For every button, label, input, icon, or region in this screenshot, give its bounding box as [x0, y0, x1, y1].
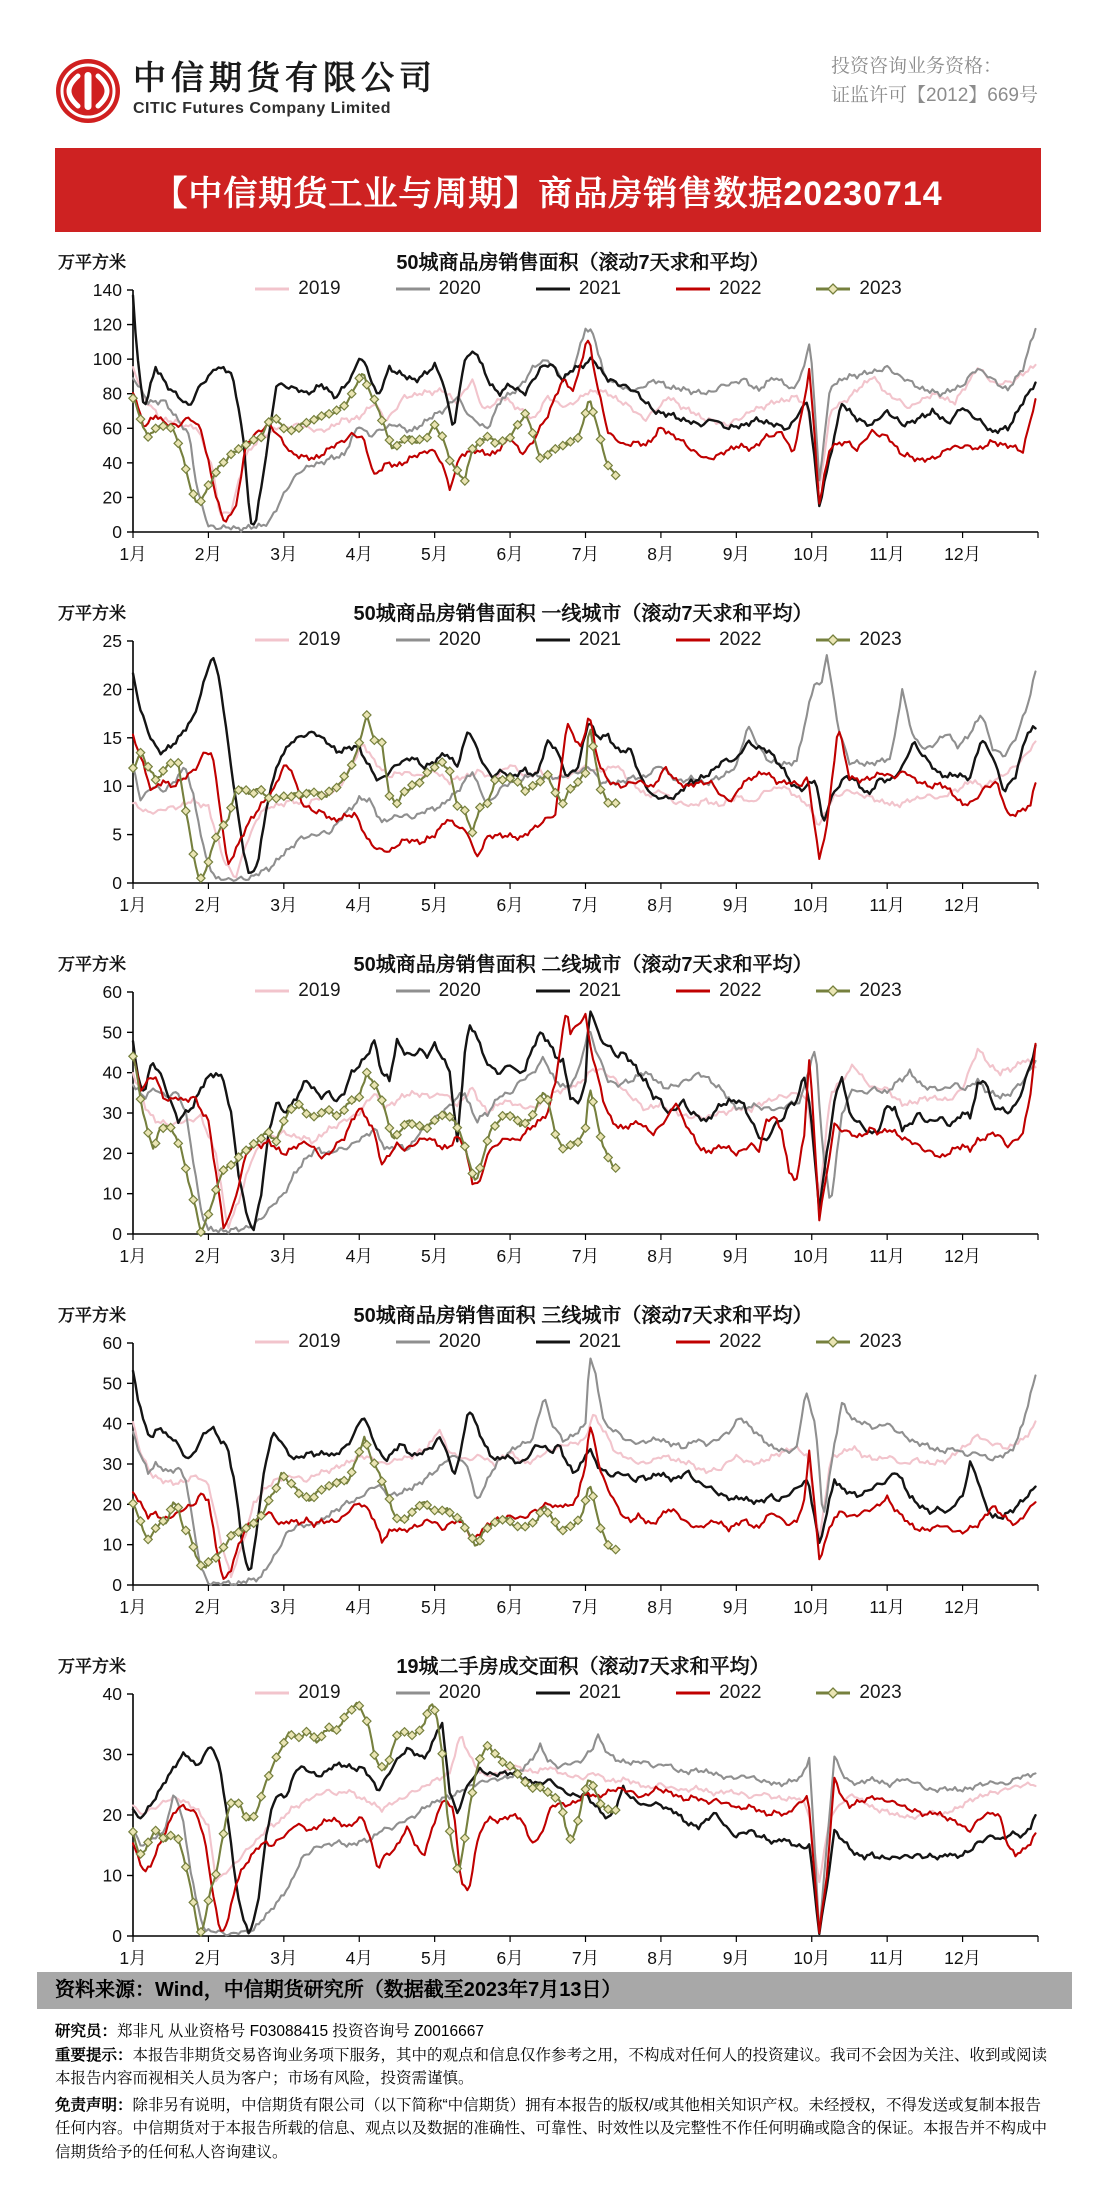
- x-tick-label: 2月: [194, 544, 223, 564]
- series-marker-2023: [265, 1772, 273, 1780]
- series-marker-2023: [611, 1545, 619, 1553]
- series-marker-2023: [385, 1124, 393, 1132]
- x-tick-label: 9月: [722, 544, 750, 564]
- series-marker-2023: [408, 781, 416, 789]
- x-tick-label: 3月: [270, 895, 298, 915]
- series-line-2022: [133, 1778, 1036, 1933]
- y-tick-label: 10: [102, 1865, 122, 1886]
- legend-label: 2020: [438, 980, 481, 1001]
- x-tick-label: 8月: [647, 1246, 675, 1266]
- y-tick-label: 30: [102, 1454, 122, 1474]
- chart-title: 50城商品房销售面积（滚动7天求和平均）: [396, 252, 770, 274]
- y-tick-label: 20: [102, 679, 122, 700]
- x-tick-label: 7月: [571, 1948, 600, 1968]
- x-tick-label: 3月: [270, 1597, 298, 1617]
- x-tick-label: 6月: [496, 1948, 524, 1968]
- x-tick-label: 2月: [194, 1597, 223, 1617]
- x-tick-label: 9月: [722, 1597, 750, 1617]
- y-axis-unit-label: 万平方米: [58, 955, 126, 974]
- legend-label: 2019: [298, 278, 341, 299]
- chart-title: 50城商品房销售面积 二线城市（滚动7天求和平均）: [353, 954, 813, 976]
- x-tick-label: 12月: [944, 1597, 982, 1617]
- y-tick-label: 60: [102, 982, 122, 1002]
- series-marker-2023: [182, 807, 190, 815]
- legend-label: 2023: [859, 1331, 902, 1352]
- series-marker-2023: [204, 858, 212, 866]
- y-tick-label: 80: [102, 383, 122, 404]
- series-marker-2023: [581, 1496, 589, 1504]
- y-tick-label: 120: [92, 314, 122, 335]
- series-marker-2023: [355, 1448, 363, 1456]
- y-tick-label: 20: [102, 1494, 122, 1515]
- series-marker-2023: [566, 1522, 574, 1530]
- legend-label: 2019: [298, 1682, 341, 1703]
- x-tick-label: 5月: [421, 544, 449, 564]
- x-tick-label: 10月: [793, 1597, 831, 1617]
- series-marker-2023: [295, 424, 303, 432]
- legend-label: 2022: [719, 278, 762, 299]
- legend-label: 2020: [438, 1331, 481, 1352]
- series-marker-2023: [385, 1756, 393, 1764]
- chart-plot: [40, 270, 1050, 575]
- series-marker-2023: [332, 1111, 340, 1119]
- legend-label: 2021: [578, 1331, 622, 1352]
- series-marker-2023: [559, 1808, 567, 1816]
- series-marker-2023: [272, 794, 280, 802]
- chart-block: [0, 1644, 1096, 1995]
- y-tick-label: 10: [102, 1534, 122, 1555]
- y-tick-label: 0: [112, 873, 122, 893]
- x-tick-label: 4月: [345, 895, 373, 915]
- chart-title: 19城二手房成交面积（滚动7天求和平均）: [396, 1656, 770, 1678]
- series-marker-2023: [596, 1524, 604, 1532]
- y-axis-unit-label: 万平方米: [58, 1657, 126, 1676]
- series-line-2019: [133, 742, 1036, 878]
- x-tick-label: 2月: [194, 1246, 223, 1266]
- chart-plot: [40, 1674, 1050, 1979]
- series-line-2020: [133, 1734, 1036, 1935]
- series-marker-2023: [400, 1515, 408, 1523]
- qualification-line1: 投资咨询业务资格：: [831, 56, 1003, 77]
- legend-label: 2019: [298, 980, 341, 1001]
- company-name-cn: 中信期货有限公司: [133, 59, 437, 96]
- series-marker-2023: [348, 1468, 356, 1476]
- series-marker-2023: [604, 1541, 612, 1549]
- x-tick-label: 6月: [496, 1597, 524, 1617]
- series-marker-2023: [370, 1751, 378, 1759]
- x-tick-label: 1月: [119, 1246, 147, 1266]
- series-marker-2023: [589, 1782, 597, 1790]
- series-marker-2023: [189, 1196, 197, 1204]
- disclaimer-label: 免责声明：: [55, 2097, 133, 2114]
- series-marker-2023: [596, 435, 604, 443]
- x-tick-label: 12月: [944, 1246, 982, 1266]
- x-tick-label: 1月: [119, 895, 147, 915]
- legend-label: 2023: [859, 278, 902, 299]
- legend-label: 2021: [578, 629, 622, 650]
- series-marker-2023: [438, 758, 446, 766]
- legend-label: 2020: [438, 629, 481, 650]
- series-marker-2023: [596, 1133, 604, 1141]
- y-tick-label: 0: [112, 1575, 122, 1595]
- x-tick-label: 7月: [571, 895, 600, 915]
- series-marker-2023: [204, 1896, 212, 1904]
- y-tick-label: 5: [112, 824, 122, 845]
- disclaimer: [55, 2094, 1055, 2164]
- researcher-line: [55, 2020, 1055, 2043]
- y-tick-label: 30: [102, 1103, 122, 1123]
- series-marker-2023: [529, 1519, 537, 1527]
- series-marker-2023: [363, 380, 371, 388]
- important-notice-label: 重要提示：: [55, 2047, 133, 2064]
- series-marker-2023: [182, 465, 190, 473]
- x-tick-label: 11月: [869, 1597, 906, 1617]
- series-marker-2023: [461, 1834, 469, 1842]
- x-tick-label: 10月: [793, 1246, 831, 1266]
- series-marker-2023: [400, 1728, 408, 1736]
- researcher-label: 研究员：: [55, 2023, 118, 2040]
- x-tick-label: 5月: [421, 1597, 449, 1617]
- chart-title: 50城商品房销售面积 三线城市（滚动7天求和平均）: [353, 1305, 813, 1327]
- legend-label: 2020: [438, 278, 481, 299]
- y-tick-label: 40: [102, 1684, 122, 1704]
- series-marker-2023: [363, 1717, 371, 1725]
- series-marker-2023: [483, 1137, 491, 1145]
- x-tick-label: 1月: [119, 1948, 147, 1968]
- chart-plot: [40, 972, 1050, 1277]
- legend-label: 2019: [298, 629, 341, 650]
- data-source-bar: [37, 1972, 1072, 2009]
- y-axis-unit-label: 万平方米: [58, 1306, 126, 1325]
- legend-label: 2023: [859, 1682, 902, 1703]
- x-tick-label: 10月: [793, 1948, 831, 1968]
- x-tick-label: 1月: [119, 544, 147, 564]
- series-marker-2023: [182, 1164, 190, 1172]
- series-marker-2023: [219, 1830, 227, 1838]
- x-tick-label: 12月: [944, 1948, 982, 1968]
- series-marker-2023: [227, 804, 235, 812]
- chart-plot: [40, 1323, 1050, 1628]
- series-marker-2023: [197, 497, 205, 505]
- x-tick-label: 4月: [345, 1597, 373, 1617]
- legend-label: 2021: [578, 980, 622, 1001]
- chart-block: [0, 942, 1096, 1293]
- y-tick-label: 40: [102, 1413, 122, 1434]
- series-line-2023: [133, 1437, 616, 1568]
- y-tick-label: 0: [112, 1224, 122, 1244]
- y-tick-label: 10: [102, 776, 122, 797]
- x-tick-label: 5月: [421, 1246, 449, 1266]
- x-tick-label: 4月: [345, 1246, 373, 1266]
- legend-label: 2021: [578, 278, 622, 299]
- qualification-line2: 证监许可【2012】669号: [831, 85, 1038, 107]
- y-tick-label: 50: [102, 1022, 122, 1043]
- y-tick-label: 0: [112, 522, 122, 542]
- x-tick-label: 4月: [345, 1948, 373, 1968]
- x-tick-label: 8月: [647, 895, 675, 915]
- y-tick-label: 40: [102, 1062, 122, 1083]
- x-tick-label: 4月: [345, 544, 373, 564]
- qualification-info: [831, 52, 1038, 111]
- x-tick-label: 2月: [194, 1948, 223, 1968]
- y-tick-label: 20: [102, 487, 122, 508]
- series-line-2023: [133, 1703, 616, 1932]
- x-tick-label: 12月: [944, 895, 982, 915]
- series-marker-2023: [174, 439, 182, 447]
- series-marker-2023: [423, 433, 431, 441]
- legend-label: 2023: [859, 980, 902, 1001]
- report-title: 【中信期货工业与周期】商品房销售数据20230714: [153, 174, 943, 213]
- x-tick-label: 11月: [869, 544, 906, 564]
- data-source-text: 资料来源：Wind，中信期货研究所（数据截至2023年7月13日）: [55, 1979, 622, 2001]
- researcher-body: 郑非凡 从业资格号 F03088415 投资咨询号 Z0016667: [117, 2023, 484, 2040]
- series-marker-2023: [189, 850, 197, 858]
- series-marker-2023: [589, 1492, 597, 1500]
- x-tick-label: 8月: [647, 1948, 675, 1968]
- x-tick-label: 10月: [793, 895, 831, 915]
- series-marker-2023: [559, 1145, 567, 1153]
- x-tick-label: 9月: [722, 895, 750, 915]
- legend-label: 2022: [719, 980, 762, 1001]
- y-tick-label: 0: [112, 1926, 122, 1946]
- y-tick-label: 40: [102, 452, 122, 473]
- x-tick-label: 2月: [194, 895, 223, 915]
- y-tick-label: 50: [102, 1373, 122, 1394]
- series-marker-2023: [430, 1706, 438, 1714]
- x-tick-label: 3月: [270, 1948, 298, 1968]
- y-tick-label: 20: [102, 1143, 122, 1164]
- y-tick-label: 15: [102, 727, 122, 748]
- legend-label: 2022: [719, 1331, 762, 1352]
- series-marker-2023: [438, 1506, 446, 1514]
- y-tick-label: 25: [102, 631, 122, 651]
- series-line-2021: [133, 1012, 1036, 1230]
- x-tick-label: 12月: [944, 544, 982, 564]
- series-marker-2023: [197, 1228, 205, 1236]
- series-marker-2023: [453, 1123, 461, 1131]
- x-tick-label: 6月: [496, 544, 524, 564]
- y-axis-unit-label: 万平方米: [58, 253, 126, 272]
- series-marker-2023: [265, 1496, 273, 1504]
- series-marker-2023: [197, 1561, 205, 1569]
- x-tick-label: 3月: [270, 544, 298, 564]
- chart-block: [0, 1293, 1096, 1644]
- y-tick-label: 10: [102, 1183, 122, 1204]
- x-tick-label: 9月: [722, 1246, 750, 1266]
- series-marker-2023: [551, 1130, 559, 1138]
- report-title-banner: [55, 148, 1041, 232]
- x-tick-label: 11月: [869, 895, 906, 915]
- chart-title: 50城商品房销售面积 一线城市（滚动7天求和平均）: [353, 603, 813, 625]
- chart-plot: [40, 621, 1050, 926]
- series-marker-2023: [498, 776, 506, 784]
- series-marker-2023: [189, 490, 197, 498]
- series-marker-2023: [446, 1827, 454, 1835]
- y-tick-label: 20: [102, 1805, 122, 1825]
- important-notice: [55, 2044, 1055, 2091]
- series-marker-2023: [363, 711, 371, 719]
- series-marker-2023: [363, 1068, 371, 1076]
- series-marker-2023: [581, 409, 589, 417]
- x-tick-label: 9月: [722, 1948, 750, 1968]
- legend-label: 2022: [719, 1682, 762, 1703]
- y-tick-label: 140: [92, 280, 122, 300]
- x-tick-label: 11月: [869, 1246, 906, 1266]
- x-tick-label: 6月: [496, 895, 524, 915]
- series-marker-2023: [589, 1098, 597, 1106]
- series-marker-2023: [348, 390, 356, 398]
- legend-label: 2023: [859, 629, 902, 650]
- series-marker-2023: [136, 1517, 144, 1525]
- important-notice-body: 本报告非期货交易咨询业务项下服务，其中的观点和信息仅作参考之用，不构成对任何人的投资建议。我司不会因为关注、收到或阅读本报告内容而视相关人员为客户；市场有风险，投资需谨慎。: [55, 2047, 1048, 2088]
- series-marker-2023: [385, 436, 393, 444]
- series-marker-2023: [423, 1710, 431, 1718]
- x-tick-label: 10月: [793, 544, 831, 564]
- x-tick-label: 11月: [869, 1948, 906, 1968]
- legend-label: 2020: [438, 1682, 481, 1703]
- company-name-en: CITIC Futures Company Limited: [133, 100, 392, 118]
- x-tick-label: 6月: [496, 1246, 524, 1266]
- x-tick-label: 5月: [421, 1948, 449, 1968]
- legend-label: 2019: [298, 1331, 341, 1352]
- chart-block: [0, 240, 1096, 591]
- series-marker-2023: [280, 1739, 288, 1747]
- report-header: [55, 58, 437, 124]
- series-marker-2023: [611, 799, 619, 807]
- y-axis-unit-label: 万平方米: [58, 604, 126, 623]
- series-marker-2023: [581, 1124, 589, 1132]
- disclaimer-body: 除非另有说明，中信期货有限公司（以下简称“中信期货）拥有本报告的版权/或其他相关知识产权。未经授权，不得发送或复制本报告任何内容。中信期货对于本报告所载的信息、观点以及数据的准确性、可靠性、时效性以及完整性不作任何明确或隐含的保证。本报告并不构成中信期货给予的任何私人咨询建议。: [55, 2097, 1048, 2161]
- series-marker-2023: [317, 1486, 325, 1494]
- chart-block: [0, 591, 1096, 942]
- series-marker-2023: [174, 759, 182, 767]
- series-marker-2023: [295, 1733, 303, 1741]
- x-tick-label: 7月: [571, 1597, 600, 1617]
- y-tick-label: 60: [102, 418, 122, 439]
- y-tick-label: 100: [92, 349, 122, 370]
- series-marker-2023: [468, 1788, 476, 1796]
- series-marker-2023: [408, 1731, 416, 1739]
- x-tick-label: 1月: [119, 1597, 147, 1617]
- series-marker-2023: [453, 802, 461, 810]
- series-marker-2023: [378, 416, 386, 424]
- series-marker-2023: [204, 1210, 212, 1218]
- series-marker-2023: [325, 410, 333, 418]
- series-marker-2023: [370, 736, 378, 744]
- citic-logo-icon: [55, 58, 121, 124]
- legend-label: 2021: [578, 1682, 622, 1703]
- series-line-2021: [133, 1723, 1036, 1934]
- x-tick-label: 7月: [571, 544, 600, 564]
- series-marker-2023: [468, 828, 476, 836]
- y-tick-label: 60: [102, 1333, 122, 1353]
- series-marker-2023: [589, 408, 597, 416]
- x-tick-label: 8月: [647, 1597, 675, 1617]
- x-tick-label: 7月: [571, 1246, 600, 1266]
- series-marker-2023: [129, 1499, 137, 1507]
- series-marker-2023: [574, 434, 582, 442]
- x-tick-label: 8月: [647, 544, 675, 564]
- series-marker-2023: [167, 1505, 175, 1513]
- series-marker-2023: [574, 1817, 582, 1825]
- x-tick-label: 3月: [270, 1246, 298, 1266]
- series-marker-2023: [144, 1129, 152, 1137]
- x-tick-label: 5月: [421, 895, 449, 915]
- series-line-2020: [133, 329, 1036, 532]
- y-tick-label: 30: [102, 1744, 122, 1765]
- series-marker-2023: [136, 415, 144, 423]
- series-marker-2023: [257, 1792, 265, 1800]
- legend-label: 2022: [719, 629, 762, 650]
- series-marker-2023: [272, 1484, 280, 1492]
